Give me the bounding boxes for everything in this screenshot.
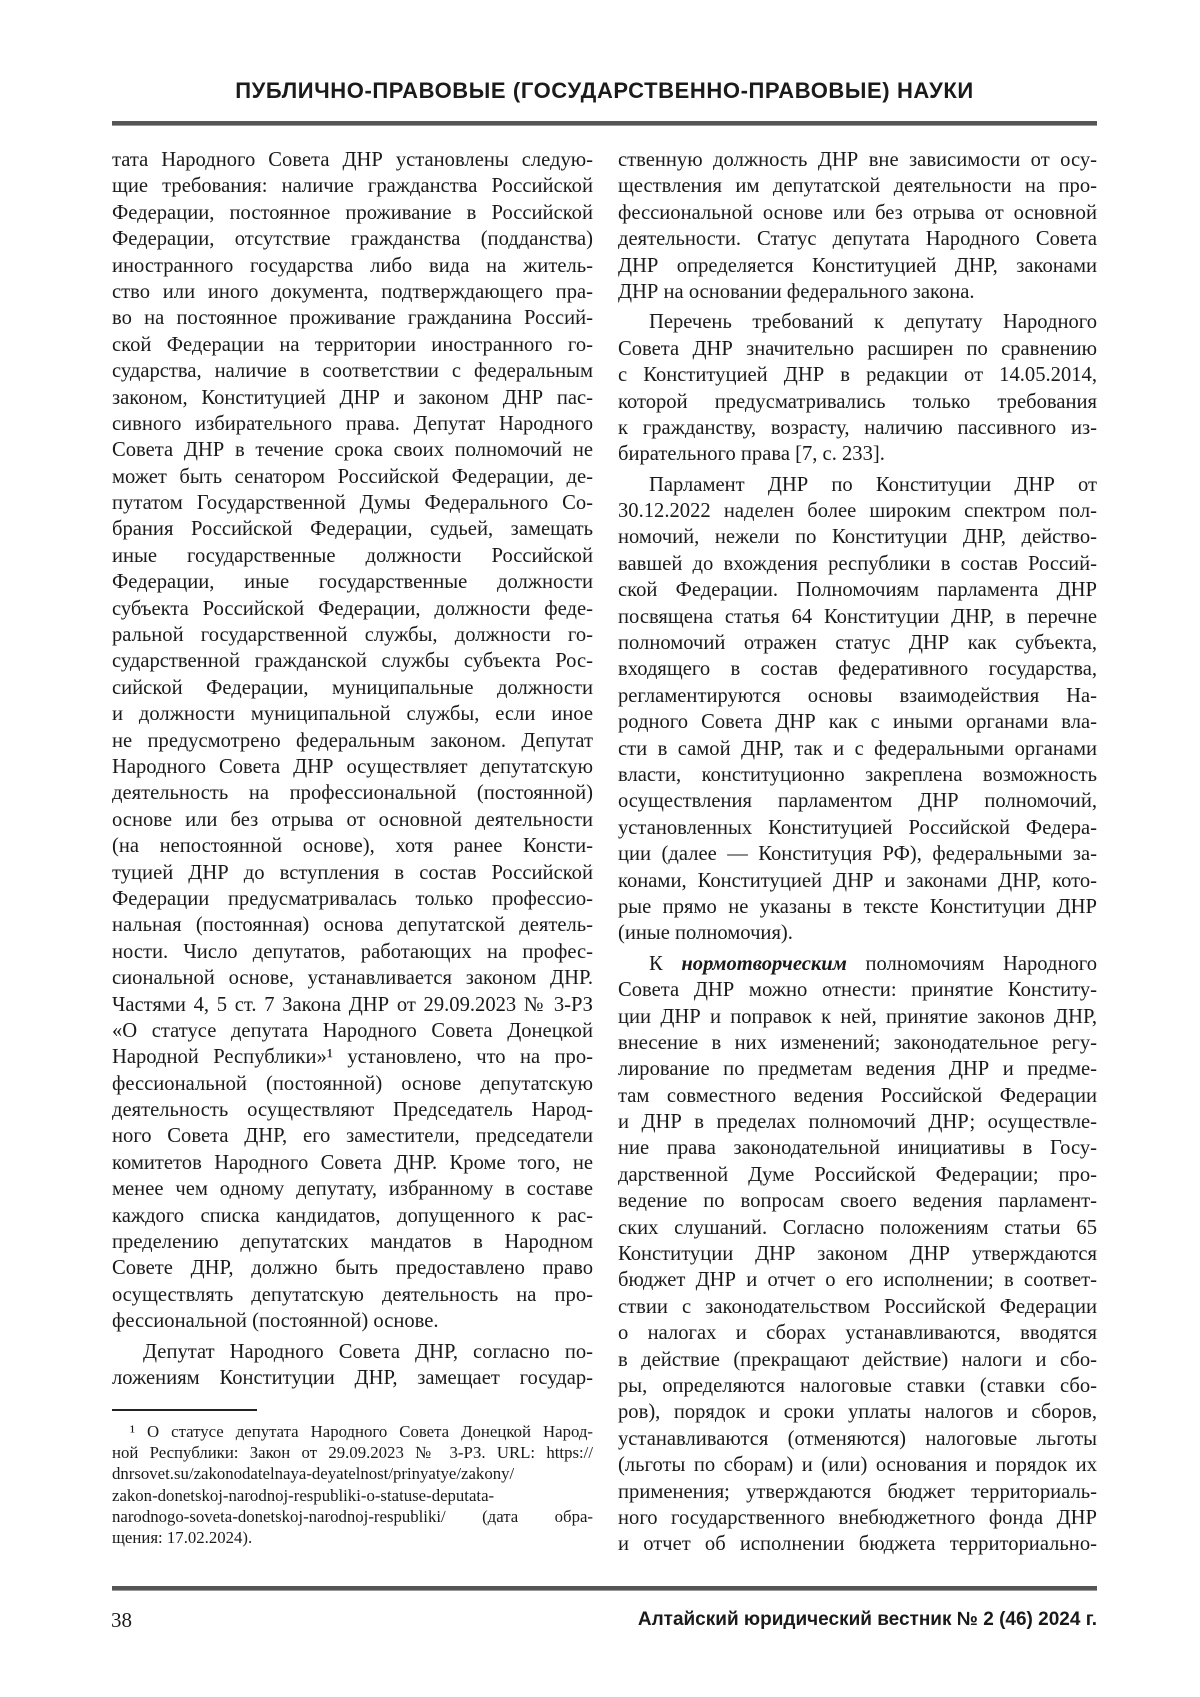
text-line: (льготы по сборам) и (или) основания и порядок их (618, 1452, 1097, 1478)
text-line: посвящена статья 64 Конституции ДНР, в перечне (618, 604, 1097, 630)
paragraph (112, 1421, 593, 1548)
text-line: к гражданству, возрасту, наличию пассивного из- (618, 415, 1097, 441)
text-line: ции ДНР и поправок к ней, принятие законов ДНР, (618, 1004, 1097, 1030)
text-line: и ДНР в пределах полномочий ДНР; осуществле- (618, 1109, 1097, 1135)
text-line: фессиональной (постоянной) основе. (112, 1308, 593, 1334)
text-line: деятельность на профессиональной (постоянной) (112, 780, 593, 806)
text-line: ¹ О статусе депутата Народного Совета Донецкой Народ- (112, 1421, 593, 1442)
text-line: ской Федерации на территории иностранного го- (112, 332, 593, 358)
text-line: внесение в них изменений; законодательное регу- (618, 1030, 1097, 1056)
header-rule (112, 121, 1097, 126)
text-line: конами, Конституцией ДНР и законами ДНР, кото- (618, 868, 1097, 894)
text-line: Совете ДНР, должно быть предоставлено право (112, 1255, 593, 1281)
text-line: Совета ДНР можно отнести: принятие Конститу- (618, 977, 1097, 1003)
text-line: менее чем одному депутату, избранному в составе (112, 1176, 593, 1202)
text-line: Народной Республики»¹ установлено, что на про- (112, 1044, 593, 1070)
footnote (112, 1421, 593, 1548)
paragraph (618, 951, 1097, 1558)
right-column (618, 147, 1097, 1558)
text-line: деятельность осуществляют Председатель Народ- (112, 1097, 593, 1123)
text-line: сударства, наличие в соответствии с федеральным (112, 358, 593, 384)
text-line: в действие (прекращают действие) налоги и сбо- (618, 1347, 1097, 1373)
text-line: Парламент ДНР по Конституции ДНР от (618, 472, 1097, 498)
paragraph (112, 147, 593, 1335)
text-line: Федерации предусматривалась только профессио- (112, 886, 593, 912)
text-line: полномочий отражен статус ДНР как субъекта, (618, 630, 1097, 656)
left-column (112, 147, 593, 1391)
text-line: основе или без отрыва от основной деятельности (112, 807, 593, 833)
text-line: (иные полномочия). (618, 920, 1097, 946)
text-line: применения; утверждаются бюджет территориаль- (618, 1479, 1097, 1505)
text-line: ры, определяются налоговые ставки (ставки сбо- (618, 1373, 1097, 1399)
text-line: ведение по вопросам своего ведения парламент- (618, 1188, 1097, 1214)
text-line: ДНР на основании федерального закона. (618, 279, 1097, 305)
text-line: (на непостоянной основе), хотя ранее Консти- (112, 833, 593, 859)
text-line: иностранного государства либо вида на житель- (112, 253, 593, 279)
text-line: туцией ДНР до вступления в состав Российской (112, 860, 593, 886)
text-line: narodnogo-soveta-donetskoj-narodnoj-respubliki/ (дата обра- (112, 1506, 593, 1527)
text-line: дарственной Думе Российской Федерации; про- (618, 1162, 1097, 1188)
text-line: сти в самой ДНР, так и с федеральными органами (618, 736, 1097, 762)
text-run: полномочиям Народного (847, 953, 1097, 975)
text-line: осуществлять депутатскую деятельность на про- (112, 1282, 593, 1308)
text-line: о налогах и сборах устанавливаются, вводятся (618, 1320, 1097, 1346)
paragraph (618, 309, 1097, 467)
text-line: установленных Конституцией Российской Федера- (618, 815, 1097, 841)
text-line: комитетов Народного Совета ДНР. Кроме того, не (112, 1150, 593, 1176)
text-line: щие требования: наличие гражданства Российской (112, 173, 593, 199)
text-line: сивного избирательного права. Депутат Народного (112, 411, 593, 437)
footnote-separator (112, 1409, 257, 1411)
text-line: Федерации, отсутствие гражданства (подданства) (112, 226, 593, 252)
text-line: каждого списка кандидатов, допущенного к рас- (112, 1203, 593, 1229)
text-line: Частями 4, 5 ст. 7 Закона ДНР от 29.09.2023 № 3-РЗ (112, 992, 593, 1018)
text-line: брания Российской Федерации, судьей, замещать (112, 516, 593, 542)
journal-title: Алтайский юридический вестник № 2 (46) 2024 г. (638, 1609, 1097, 1631)
text-line: ной Республики: Закон от 29.09.2023 № 3-РЗ. URL: https:// (112, 1442, 593, 1463)
text-line: ственную должность ДНР вне зависимости от осу- (618, 147, 1097, 173)
text-line: ние права законодательной инициативы в Госу- (618, 1135, 1097, 1161)
text-line: бирательного права [7, с. 233]. (618, 441, 1097, 467)
page-number: 38 (111, 1608, 132, 1633)
text-line: и отчет об исполнении бюджета территориально- (618, 1531, 1097, 1557)
text-line: вавшей до вхождения республики в состав Россий- (618, 551, 1097, 577)
text-line: Народного Совета ДНР осуществляет депутатскую (112, 754, 593, 780)
text-line: может быть сенатором Российской Федерации, де- (112, 464, 593, 490)
text-line: ствии с законодательством Российской Федерации (618, 1294, 1097, 1320)
text-line: Депутат Народного Совета ДНР, согласно по- (112, 1339, 593, 1365)
text-line: Федерации, постоянное проживание в Российской (112, 200, 593, 226)
text-line: нальная (постоянная) основа депутатской деятель- (112, 912, 593, 938)
paragraph (618, 472, 1097, 947)
text-line: иные государственные должности Российской (112, 543, 593, 569)
text-line: ности. Число депутатов, работающих на профес- (112, 939, 593, 965)
text-line: путатом Государственной Думы Федерального Со- (112, 490, 593, 516)
text-line: ство или иного документа, подтверждающего пра- (112, 279, 593, 305)
emphasis-term: нормотворческим (681, 953, 847, 975)
text-line: устанавливаются (отменяются) налоговые льготы (618, 1426, 1097, 1452)
text-line: пределению депутатских мандатов в Народном (112, 1229, 593, 1255)
text-line: ществления им депутатской деятельности на про- (618, 173, 1097, 199)
text-line: сийской Федерации, муниципальные должности (112, 675, 593, 701)
text-line: во на постоянное проживание гражданина Россий- (112, 305, 593, 331)
text-line: законом, Конституцией ДНР и законом ДНР пас- (112, 385, 593, 411)
text-line: регламентируются основы взаимодействия На- (618, 683, 1097, 709)
text-line: лирование по предметам ведения ДНР и предме- (618, 1056, 1097, 1082)
text-line: там совместного ведения Российской Федерации (618, 1083, 1097, 1109)
text-line: ложениям Конституции ДНР, замещает государ- (112, 1365, 593, 1391)
text-line: и должности муниципальной службы, если иное (112, 701, 593, 727)
text-line: Совета ДНР в течение срока своих полномочий не (112, 437, 593, 463)
text-line: zakon-donetskoj-narodnoj-respubliki-o-statuse-deputata- (112, 1485, 593, 1506)
text-line: деятельности. Статус депутата Народного Совета (618, 226, 1097, 252)
text-line: сиональной основе, устанавливается законом ДНР. (112, 965, 593, 991)
text-line: фессиональной (постоянной) основе депутатскую (112, 1071, 593, 1097)
text-line: субъекта Российской Федерации, должности феде- (112, 596, 593, 622)
text-line: власти, конституционно закреплена возможность (618, 762, 1097, 788)
text-line: родного Совета ДНР как с иными органами вла- (618, 709, 1097, 735)
text-run: К (649, 953, 681, 975)
text-line: ДНР определяется Конституцией ДНР, законами (618, 253, 1097, 279)
text-line: ного государственного внебюджетного фонда ДНР (618, 1505, 1097, 1531)
footer-rule (112, 1586, 1097, 1591)
text-line: бюджет ДНР и отчет о его исполнении; в соответ- (618, 1267, 1097, 1293)
text-line: с Конституцией ДНР в редакции от 14.05.2014, (618, 362, 1097, 388)
running-header: ПУБЛИЧНО-ПРАВОВЫЕ (ГОСУДАРСТВЕННО-ПРАВОВЫЕ) НАУКИ (112, 78, 1097, 104)
text-line: ного Совета ДНР, его заместители, председатели (112, 1123, 593, 1149)
text-line: «О статусе депутата Народного Совета Донецкой (112, 1018, 593, 1044)
text-line: осуществления парламентом ДНР полномочий, (618, 788, 1097, 814)
text-line: ции (далее — Конституция РФ), федеральными за- (618, 841, 1097, 867)
text-line: номочий, нежели по Конституции ДНР, действо- (618, 524, 1097, 550)
text-line (618, 951, 1097, 977)
text-line: которой предусматривались только требования (618, 389, 1097, 415)
text-line: dnrsovet.su/zakonodatelnaya-deyatelnost/prinyatye/zakony/ (112, 1463, 593, 1484)
text-line: не предусмотрено федеральным законом. Депутат (112, 728, 593, 754)
text-line: Перечень требований к депутату Народного (618, 309, 1097, 335)
text-line: сударственной гражданской службы субъекта Рос- (112, 648, 593, 674)
text-line: ральной государственной службы, должности го- (112, 622, 593, 648)
text-line: Конституции ДНР законом ДНР утверждаются (618, 1241, 1097, 1267)
text-line: входящего в состав федеративного государства, (618, 656, 1097, 682)
text-line: Совета ДНР значительно расширен по сравнению (618, 336, 1097, 362)
text-line: 30.12.2022 наделен более широким спектром пол- (618, 498, 1097, 524)
text-line: щения: 17.02.2024). (112, 1527, 593, 1548)
text-line: ров), порядок и сроки уплаты налогов и сборов, (618, 1399, 1097, 1425)
text-line: ской Федерации. Полномочиям парламента ДНР (618, 577, 1097, 603)
text-line: тата Народного Совета ДНР установлены следую- (112, 147, 593, 173)
paragraph (618, 147, 1097, 305)
text-line: рые прямо не указаны в тексте Конституции ДНР (618, 894, 1097, 920)
text-line: фессиональной основе или без отрыва от основной (618, 200, 1097, 226)
text-line: ских слушаний. Согласно положениям статьи 65 (618, 1215, 1097, 1241)
text-line: Федерации, иные государственные должности (112, 569, 593, 595)
paragraph (112, 1339, 593, 1392)
